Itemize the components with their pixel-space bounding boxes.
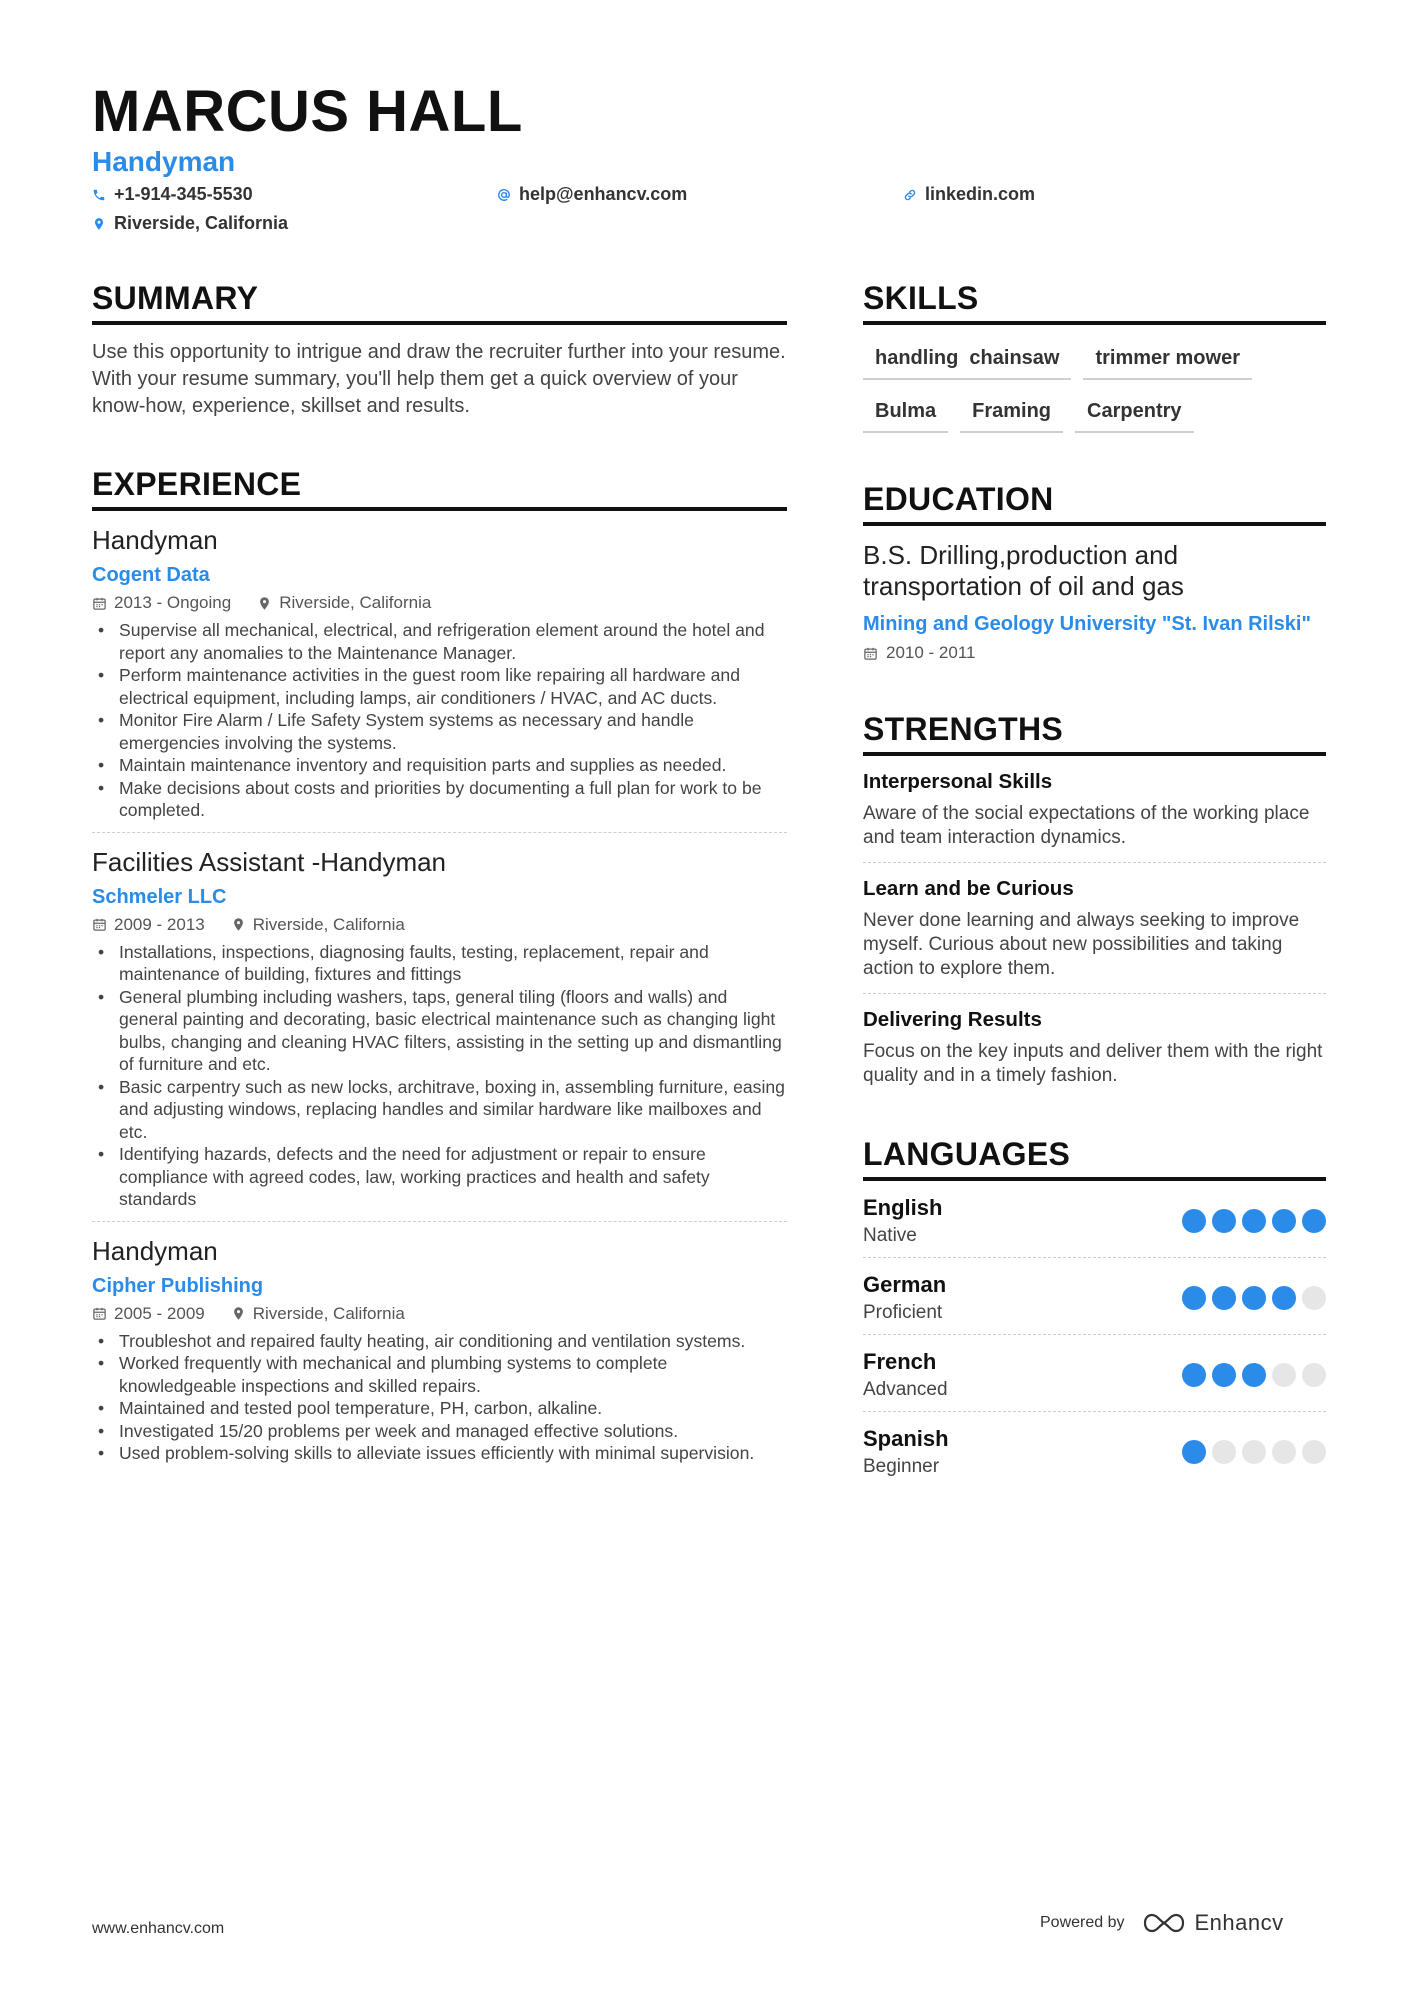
phone-icon [92, 188, 106, 202]
rating-dot-filled [1302, 1209, 1326, 1233]
experience-entry [92, 847, 787, 1222]
experience-section [92, 466, 787, 1475]
education-school: Mining and Geology University "St. Ivan Rilski" [863, 613, 1311, 635]
right-column [863, 280, 1326, 1488]
rating-dot-filled [1242, 1286, 1266, 1310]
job-location [257, 593, 431, 613]
skills-title: SKILLS [863, 280, 1326, 325]
job-bullet: • General plumbing including washers, taps, general tiling (floors and walls) and general painting and decorating, basic electrical maintenance such as changing light bulbs, changing and cleaning HVAC filters, assisting in the setting up and dismantling of furniture and etc. [92, 986, 787, 1076]
rating-dot-filled [1212, 1209, 1236, 1233]
job-location-text: Riverside, California [279, 593, 432, 612]
job-meta [92, 915, 787, 935]
language-rating [1182, 1209, 1326, 1233]
language-item [863, 1335, 1326, 1412]
rating-dot-filled [1272, 1209, 1296, 1233]
rating-dot-empty [1302, 1363, 1326, 1387]
location-text: Riverside, California [114, 213, 289, 233]
rating-dot-empty [1302, 1440, 1326, 1464]
job-bullet: • Make decisions about costs and priorities by documenting a full plan for work to be completed. [92, 777, 787, 822]
languages-list [863, 1181, 1326, 1488]
footer-branding [1040, 1910, 1284, 1936]
skills-list [863, 343, 1326, 433]
job-title: Handyman [92, 1235, 218, 1266]
strength-item [863, 756, 1326, 863]
experience-entry [92, 1236, 787, 1475]
job-location-text: Riverside, California [252, 1303, 405, 1323]
rating-dot-filled [1272, 1286, 1296, 1310]
strengths-section [863, 711, 1326, 1100]
job-bullets [92, 941, 787, 1211]
experience-entry [92, 525, 787, 833]
rating-dot-filled [1212, 1286, 1236, 1310]
summary-section [92, 280, 787, 420]
language-name: Spanish [863, 1426, 949, 1451]
contact-phone [92, 184, 253, 205]
job-bullet: • Installations, inspections, diagnosing faults, testing, replacement, repair and maintenance of building, fixtures and fittings [92, 941, 787, 986]
contact-link[interactable] [903, 184, 1035, 205]
languages-section [863, 1136, 1326, 1488]
calendar-icon [92, 596, 107, 611]
at-icon [497, 188, 511, 202]
job-title: Facilities Assistant -Handyman [92, 846, 447, 877]
language-name: English [863, 1195, 943, 1220]
skill-tag: Carpentry [1075, 396, 1193, 433]
job-dates-text: 2005 - 2009 [114, 1303, 205, 1323]
strength-description: Aware of the social expectations of the working place and team interaction dynamics. [863, 803, 1310, 848]
experience-title: EXPERIENCE [92, 466, 787, 511]
job-bullet: • Maintained and tested pool temperature, PH, carbon, alkaline. [92, 1397, 787, 1420]
powered-by-text: Powered by [1040, 1914, 1125, 1931]
language-rating [1182, 1440, 1326, 1464]
rating-dot-filled [1182, 1286, 1206, 1310]
email-text[interactable]: help@enhancv.com [519, 184, 688, 204]
language-rating [1182, 1363, 1326, 1387]
job-bullet: • Monitor Fire Alarm / Life Safety System systems as necessary and handle emergencies involving the systems. [92, 709, 787, 754]
job-company: Cogent Data [92, 564, 210, 586]
skill-tag: Bulma [863, 396, 948, 433]
job-bullet: • Worked frequently with mechanical and plumbing systems to complete knowledgeable inspections and skilled repairs. [92, 1352, 787, 1397]
skills-section [863, 280, 1326, 433]
calendar-icon [92, 1306, 107, 1321]
calendar-icon [92, 917, 107, 932]
rating-dot-empty [1302, 1286, 1326, 1310]
candidate-name: MARCUS HALL [92, 79, 523, 144]
strength-title: Delivering Results [863, 1008, 1042, 1031]
skill-tag: Framing [960, 396, 1063, 433]
rating-dot-filled [1242, 1209, 1266, 1233]
language-item [863, 1181, 1326, 1258]
job-meta [92, 1304, 787, 1324]
job-location [231, 915, 405, 935]
job-bullet: • Maintain maintenance inventory and requisition parts and supplies as needed. [92, 754, 787, 777]
footer-website[interactable]: www.enhancv.com [92, 1920, 225, 1937]
language-name: German [863, 1272, 947, 1297]
education-dates [863, 643, 1326, 663]
job-location-text: Riverside, California [252, 914, 405, 934]
job-company: Schmeler LLC [92, 885, 227, 908]
education-title: EDUCATION [863, 481, 1326, 526]
languages-title: LANGUAGES [863, 1136, 1326, 1181]
job-company: Cipher Publishing [92, 1274, 264, 1297]
job-meta [92, 593, 787, 613]
job-bullets [92, 619, 787, 822]
contact-location [92, 213, 288, 234]
job-bullet: • Basic carpentry such as new locks, architrave, boxing in, assembling furniture, easing and adjusting windows, replacing handles and similar hardware like mailboxes and etc. [92, 1076, 787, 1144]
link-text[interactable]: linkedin.com [925, 184, 1036, 204]
job-bullets [92, 1330, 787, 1465]
job-dates [92, 915, 205, 935]
rating-dot-filled [1182, 1363, 1206, 1387]
rating-dot-filled [1182, 1209, 1206, 1233]
phone-text: +1-914-345-5530 [114, 184, 253, 204]
education-section [863, 481, 1326, 663]
language-rating [1182, 1286, 1326, 1310]
job-location [231, 1304, 405, 1324]
strength-item [863, 863, 1326, 994]
job-dates-text: 2009 - 2013 [114, 914, 205, 934]
rating-dot-empty [1242, 1440, 1266, 1464]
job-bullet: • Supervise all mechanical, electrical, and refrigeration element around the hotel and report any anomalies to the Maintenance Manager. [92, 619, 787, 664]
education-dates-text: 2010 - 2011 [886, 643, 976, 662]
skill-tag: handling chainsaw [863, 343, 1071, 380]
job-title: Handyman [92, 525, 218, 555]
strength-description: Focus on the key inputs and deliver them with the right quality and in a timely fashion. [863, 1041, 1323, 1086]
brand-name: Enhancv [1194, 1910, 1284, 1935]
rating-dot-empty [1272, 1440, 1296, 1464]
language-name: French [863, 1349, 937, 1374]
enhancv-logo-icon [1141, 1910, 1187, 1936]
job-bullet: • Investigated 15/20 problems per week and managed effective solutions. [92, 1420, 787, 1443]
job-dates-text: 2013 - Ongoing [114, 593, 232, 612]
left-column [92, 280, 787, 1489]
language-item [863, 1258, 1326, 1335]
strengths-title: STRENGTHS [863, 711, 1326, 756]
candidate-headline: Handyman [92, 146, 236, 177]
contact-email[interactable] [497, 184, 687, 205]
location-pin-icon [92, 217, 106, 231]
language-item [863, 1412, 1326, 1488]
rating-dot-empty [1212, 1440, 1236, 1464]
location-pin-icon [231, 917, 246, 932]
rating-dot-filled [1242, 1363, 1266, 1387]
rating-dot-filled [1182, 1440, 1206, 1464]
job-bullet: • Used problem-solving skills to alleviate issues efficiently with minimal supervision. [92, 1442, 787, 1465]
rating-dot-empty [1272, 1363, 1296, 1387]
calendar-icon [863, 646, 878, 661]
skill-tag: trimmer mower [1083, 343, 1252, 380]
strength-description: Never done learning and always seeking to improve myself. Curious about new possibilities and taking action to explore them. [863, 910, 1300, 979]
rating-dot-filled [1212, 1363, 1236, 1387]
strength-title: Learn and be Curious [863, 877, 1074, 900]
location-pin-icon [231, 1306, 246, 1321]
education-degree: B.S. Drilling,production and transportation of oil and gas [863, 540, 1184, 601]
language-level: Proficient [863, 1302, 943, 1323]
job-dates [92, 593, 231, 613]
location-pin-icon [257, 596, 272, 611]
job-bullet: • Identifying hazards, defects and the need for adjustment or repair to ensure compliance with agreed codes, law, working practices and health and safety standards [92, 1143, 787, 1211]
language-level: Beginner [863, 1456, 940, 1477]
summary-text: Use this opportunity to intrigue and draw the recruiter further into your resume. With your resume summary, you'll help them get a quick overview of your know-how, experience, skillset and results. [92, 341, 786, 417]
strength-item [863, 994, 1326, 1100]
job-bullet: • Troubleshot and repaired faulty heating, air conditioning and ventilation systems. [92, 1330, 787, 1353]
job-dates [92, 1304, 205, 1324]
link-icon [903, 188, 917, 202]
language-level: Advanced [863, 1379, 948, 1400]
summary-title: SUMMARY [92, 280, 787, 325]
job-bullet: • Perform maintenance activities in the guest room like repairing all hardware and electrical equipment, including lamps, air conditioners / HVAC, and AC ducts. [92, 664, 787, 709]
brand-logo[interactable] [1141, 1910, 1284, 1936]
strength-title: Interpersonal Skills [863, 770, 1053, 793]
language-level: Native [863, 1225, 917, 1246]
